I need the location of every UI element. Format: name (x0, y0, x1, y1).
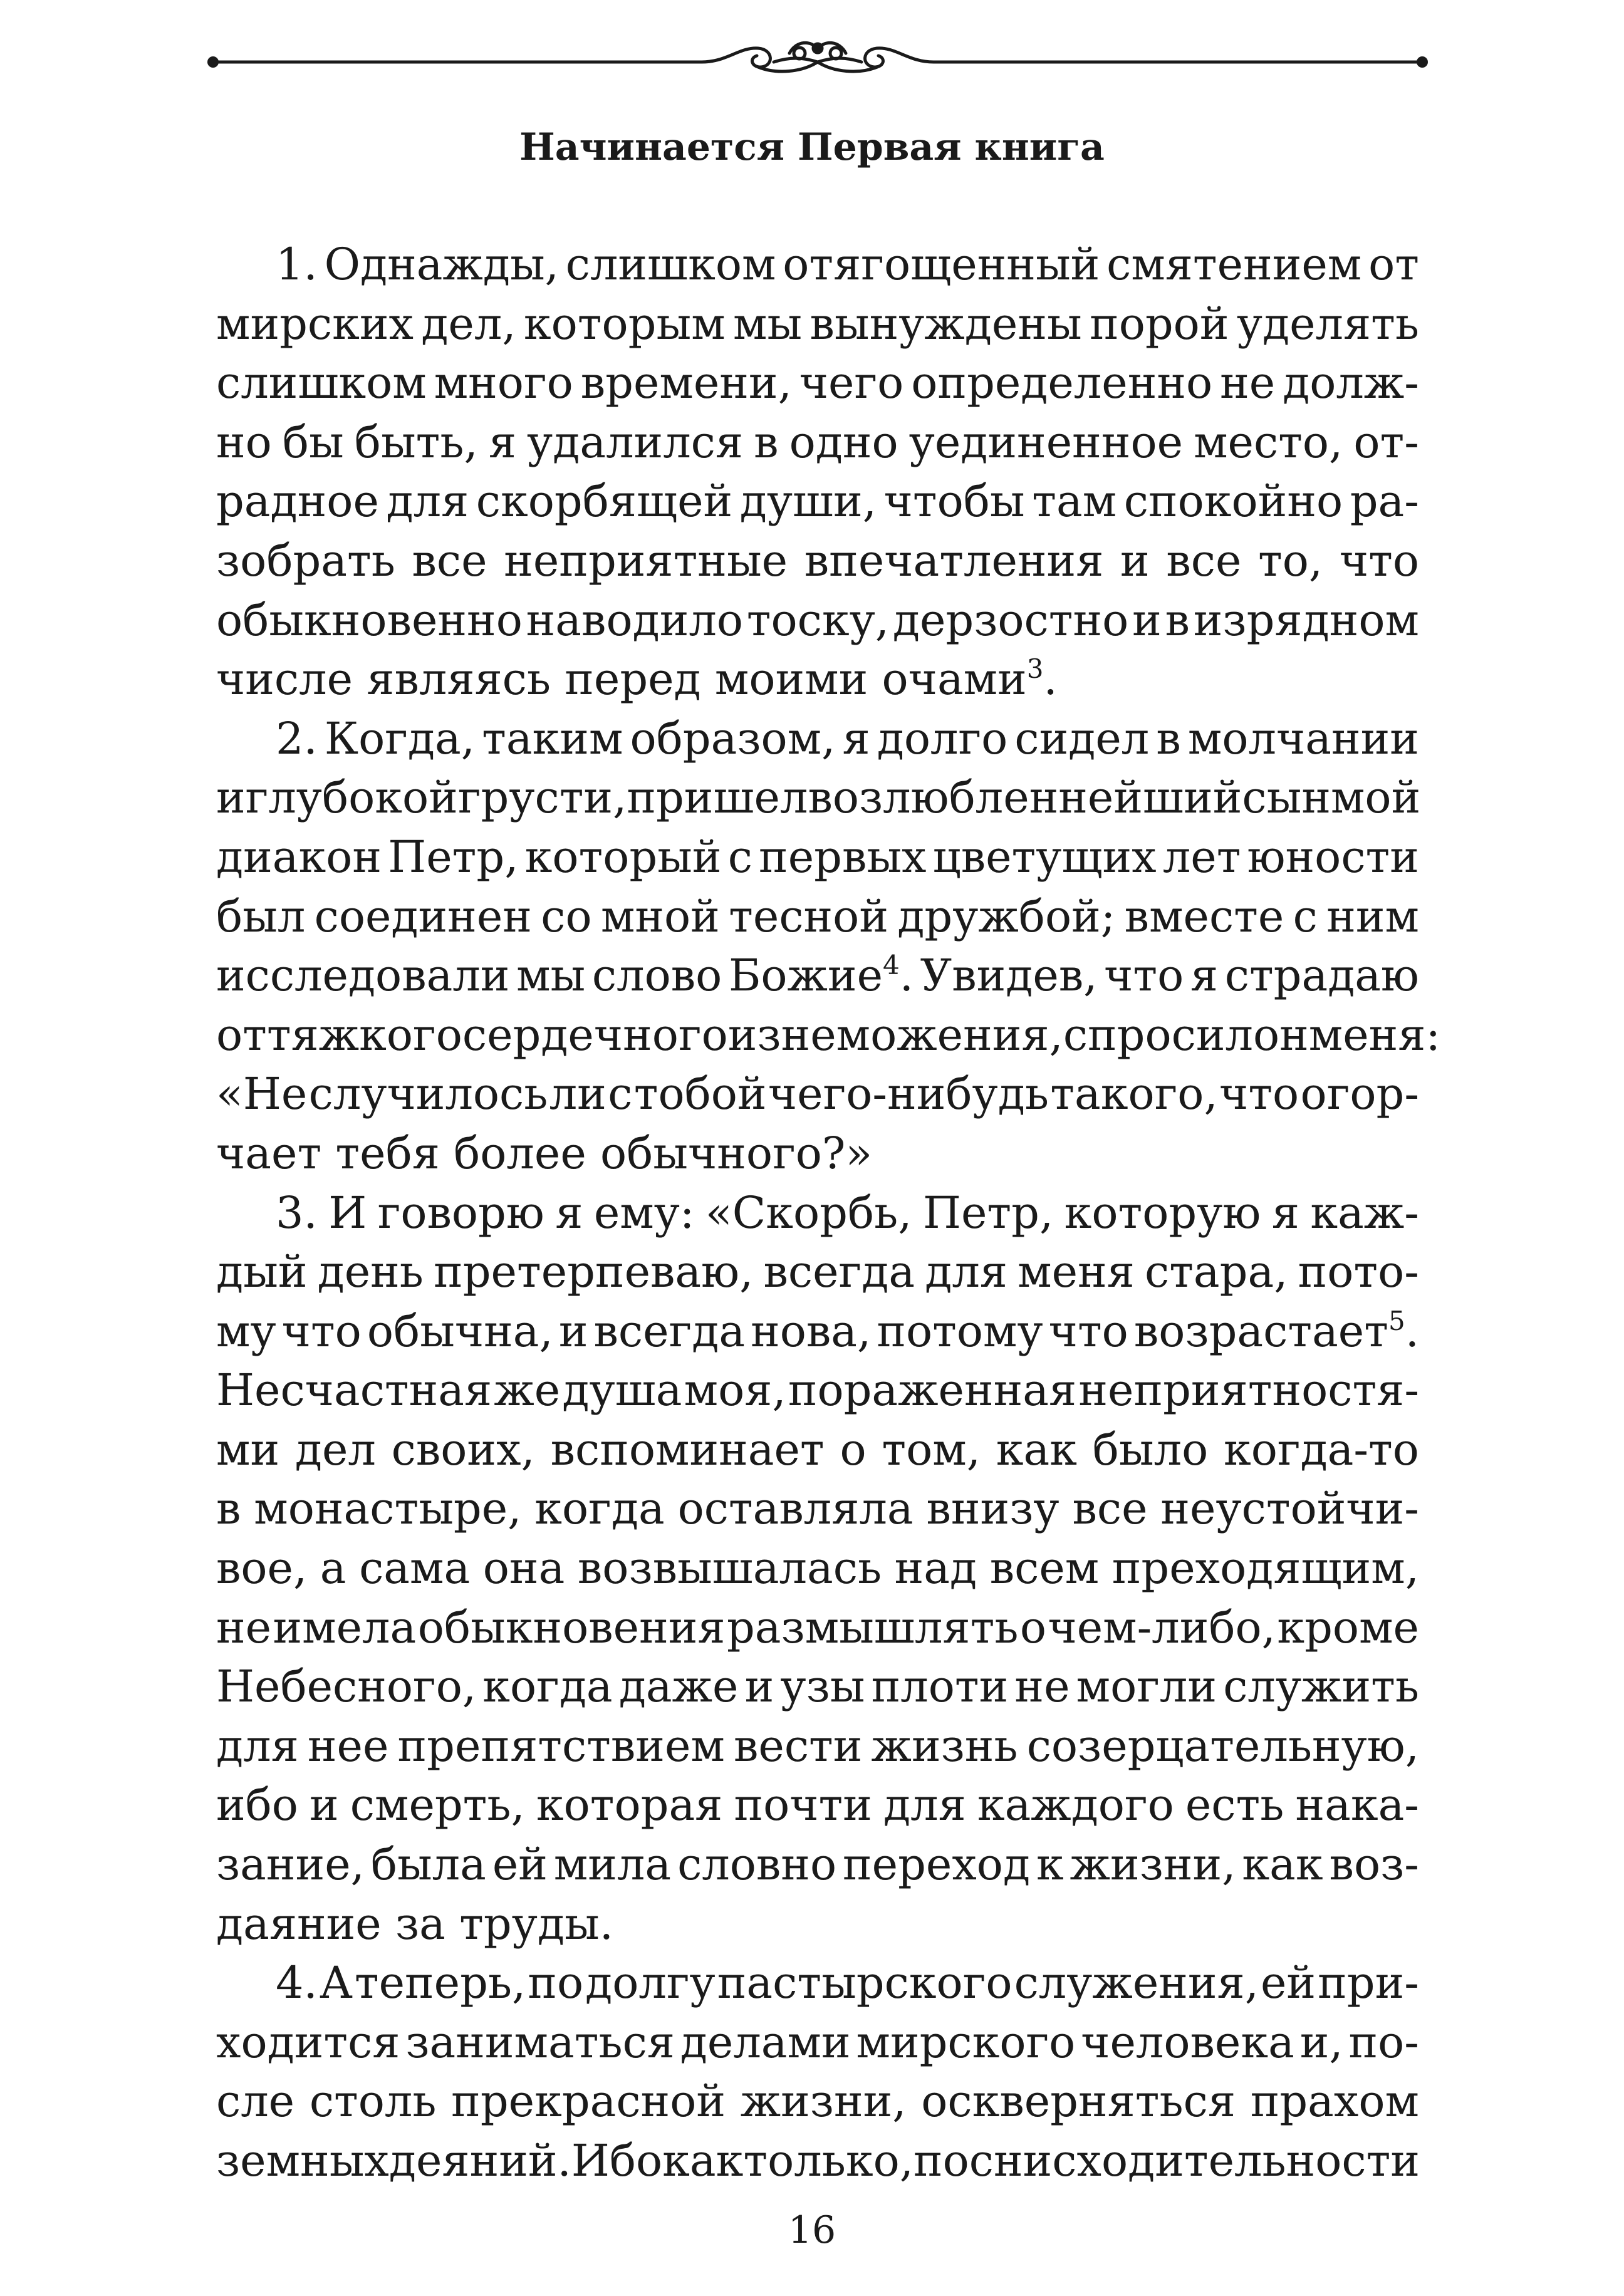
page-number: 16 (788, 2208, 836, 2252)
text-line: ми дел своих, вспоминает о том, как было когда-то (216, 1423, 1419, 1475)
text-line: был соединен со мной тесной дружбой; вместе с ним (216, 890, 1419, 942)
text-line: обыкновенно наводило тоску, дерзостно и в изрядном (216, 594, 1419, 646)
text-line: не имела обыкновения размышлять о чем-либо, кроме (216, 1601, 1419, 1653)
text-line: и глубокой грусти, пришел возлюбленнейший сын мой (216, 772, 1421, 824)
text-line: диакон Петр, который с первых цветущих лет юности (216, 831, 1419, 883)
text-line: вое, а сама она возвышалась над всем преходящим, (216, 1542, 1419, 1594)
text-line: земных деяний. Ибо как только, по снисходительности (216, 2135, 1420, 2186)
rule-dot-right (1417, 56, 1428, 68)
text-line: от тяжкого сердечного изнеможения, спросил он меня: (216, 1009, 1441, 1061)
text-line: но бы быть, я удалился в одно уединенное место, от- (216, 416, 1419, 468)
text-line: зобрать все неприятные впечатления и все то, что (216, 534, 1419, 586)
text-line: дый день претерпеваю, всегда для меня стара, пото- (216, 1246, 1419, 1298)
text-line: в монастыре, когда оставляла внизу все неустойчи- (216, 1483, 1419, 1535)
text-line: Несчастная же душа моя, пораженная неприятностя- (216, 1364, 1419, 1416)
footnote-ref: 4 (883, 950, 900, 981)
text-line: радное для скорбящей души, чтобы там спокойно ра- (216, 475, 1419, 527)
text-line: «Не случилось ли с тобой чего-нибудь такого, что огор- (216, 1068, 1419, 1120)
text-line: мирских дел, которым мы вынуждены порой уделять (216, 298, 1419, 350)
text-line: 1. Однажды, слишком отягощенный смятением от (276, 239, 1419, 290)
footnote-ref: 3 (1026, 653, 1044, 685)
chapter-heading: Начинается Первая книга (519, 125, 1105, 169)
text-line: му что обычна, и всегда нова, потому что возрастает$^5$. (216, 1305, 1419, 1357)
text-line: даяние за труды. (216, 1898, 613, 1950)
text-line: ходится заниматься делами мирского человека и, по- (216, 2016, 1419, 2068)
text-line: сле столь прекрасной жизни, оскверняться прахом (216, 2075, 1419, 2127)
text-line: Небесного, когда даже и узы плоти не могли служить (216, 1661, 1419, 1713)
text-line: для нее препятствием вести жизнь созерцательную, (216, 1720, 1419, 1772)
text-line: 4. А теперь, по долгу пастырского служения, ей при- (276, 1957, 1419, 2009)
ornament-divider (207, 34, 1429, 85)
footnote-ref: 5 (1388, 1305, 1405, 1336)
text-line: числе являясь перед моими очами$^3$. (216, 653, 1058, 705)
text-line: ибо и смерть, которая почти для каждого есть нака- (216, 1779, 1419, 1831)
text-line: слишком много времени, чего определенно не долж- (216, 357, 1419, 409)
flourish-ornament (702, 43, 934, 71)
body-text (216, 235, 1441, 2191)
text-line: 3. И говорю я ему: «Скорбь, Петр, которую я каж- (276, 1187, 1419, 1239)
text-line: чает тебя более обычного?» (216, 1127, 873, 1179)
text-line: 2. Когда, таким образом, я долго сидел в молчании (276, 712, 1419, 764)
text-line: исследовали мы слово Божие$^4$. Увидев, что я страдаю (216, 950, 1419, 1002)
text-line: зание, была ей мила словно переход к жизни, как воз- (216, 1839, 1419, 1891)
